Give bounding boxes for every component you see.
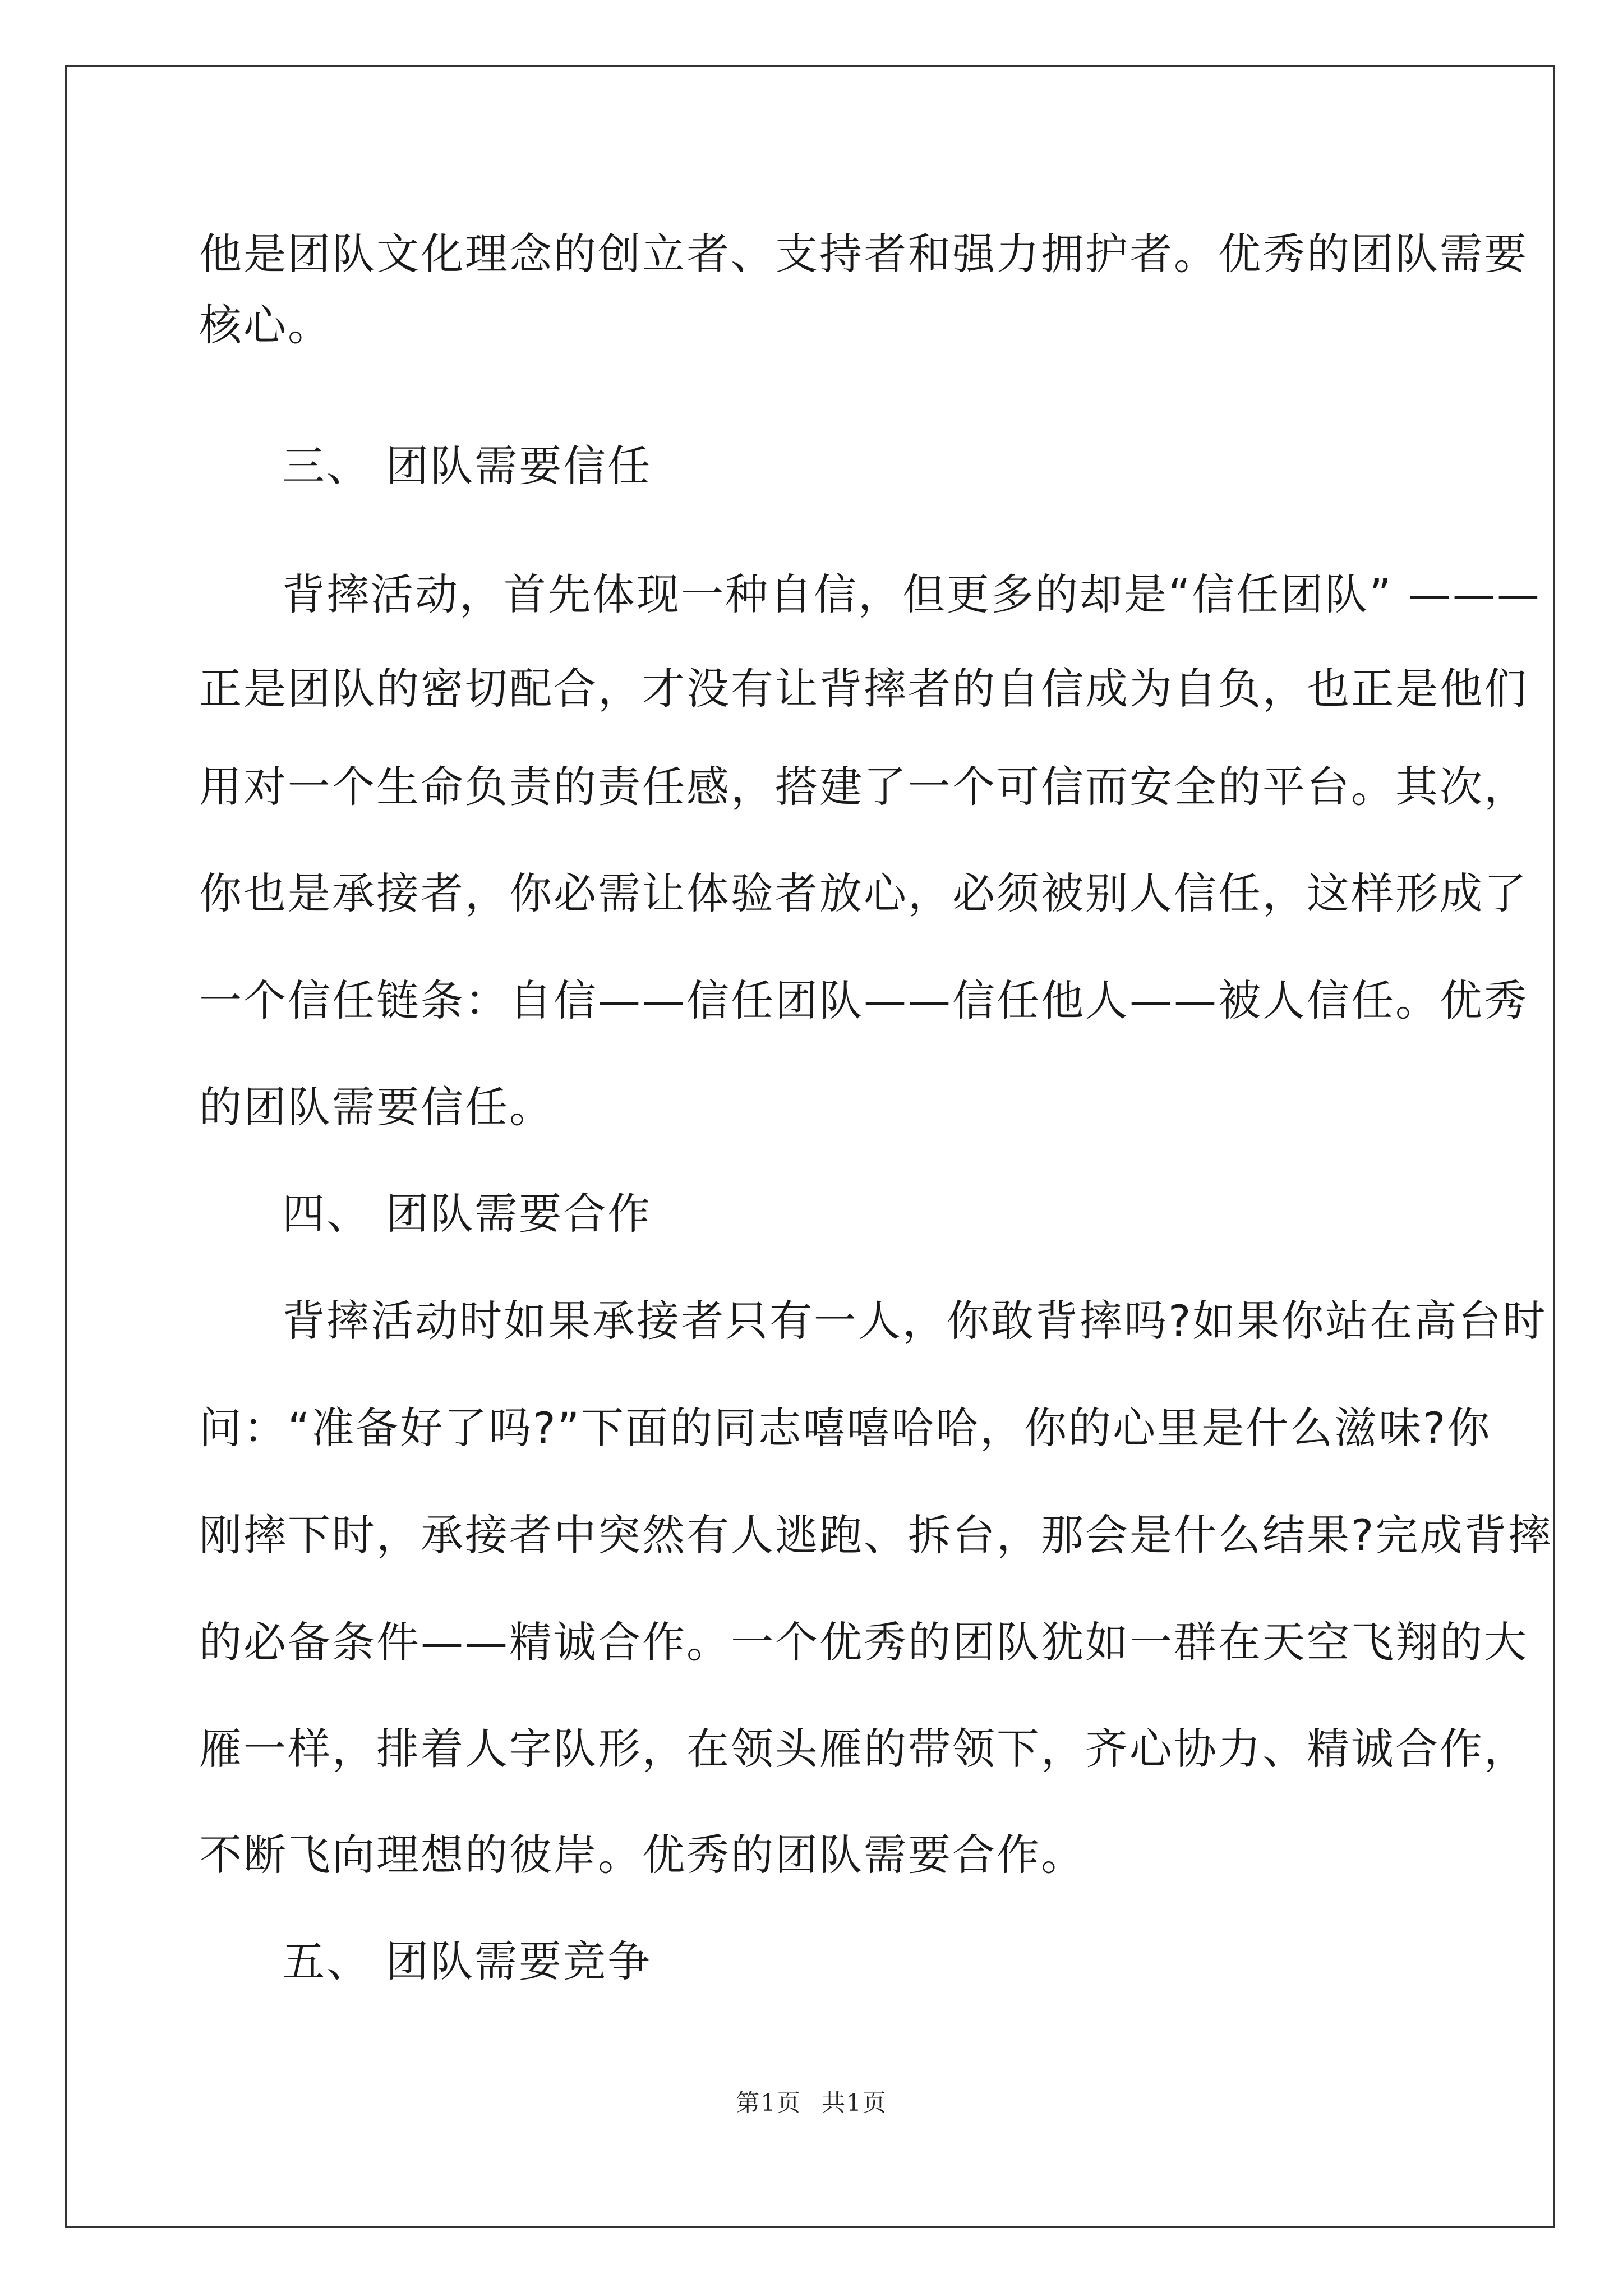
body-text-line: 用对一个生命负责的责任感，搭建了一个可信而安全的平台。其次， <box>199 762 1528 812</box>
body-text-line: 的必备条件——精诚合作。一个优秀的团队犹如一群在天空飞翔的大 <box>199 1617 1528 1667</box>
body-text-line: 正是团队的密切配合，才没有让背摔者的自信成为自负，也正是他们 <box>199 664 1528 714</box>
body-text-line: 一个信任链条：自信——信任团队——信任他人——被人信任。优秀 <box>199 976 1528 1025</box>
body-text-line: 背摔活动时如果承接者只有一人，你敢背摔吗?如果你站在高台时 <box>282 1296 1547 1346</box>
section-heading: 四、 团队需要合作 <box>282 1189 652 1239</box>
page-number: 第1页 <box>736 2089 801 2116</box>
body-text-line: 问：“准备好了吗?”下面的同志嘻嘻哈哈，你的心里是什么滋味?你 <box>199 1403 1492 1453</box>
page-footer <box>0 2091 1623 2115</box>
body-text-line: 你也是承接者，你必需让体验者放心，必须被别人信任，这样形成了 <box>199 868 1528 918</box>
section-heading: 三、 团队需要信任 <box>282 441 652 491</box>
section-heading: 五、 团队需要竞争 <box>282 1936 652 1986</box>
page-total: 共1页 <box>822 2089 887 2116</box>
body-text-line: 背摔活动，首先体现一种自信，但更多的却是“信任团队” ——— <box>282 569 1541 619</box>
body-text-line: 的团队需要信任。 <box>199 1082 554 1132</box>
body-text-line: 雁一样，排着人字队形，在领头雁的带领下，齐心协力、精诚合作， <box>199 1724 1528 1774</box>
body-text-line: 不断飞向理想的彼岸。优秀的团队需要合作。 <box>199 1830 1085 1880</box>
body-text-line: 核心。 <box>199 300 332 350</box>
body-text-line: 他是团队文化理念的创立者、支持者和强力拥护者。优秀的团队需要 <box>199 229 1528 279</box>
page-border <box>65 65 1555 2228</box>
body-text-line: 刚摔下时，承接者中突然有人逃跑、拆台，那会是什么结果?完成背摔 <box>199 1510 1553 1560</box>
